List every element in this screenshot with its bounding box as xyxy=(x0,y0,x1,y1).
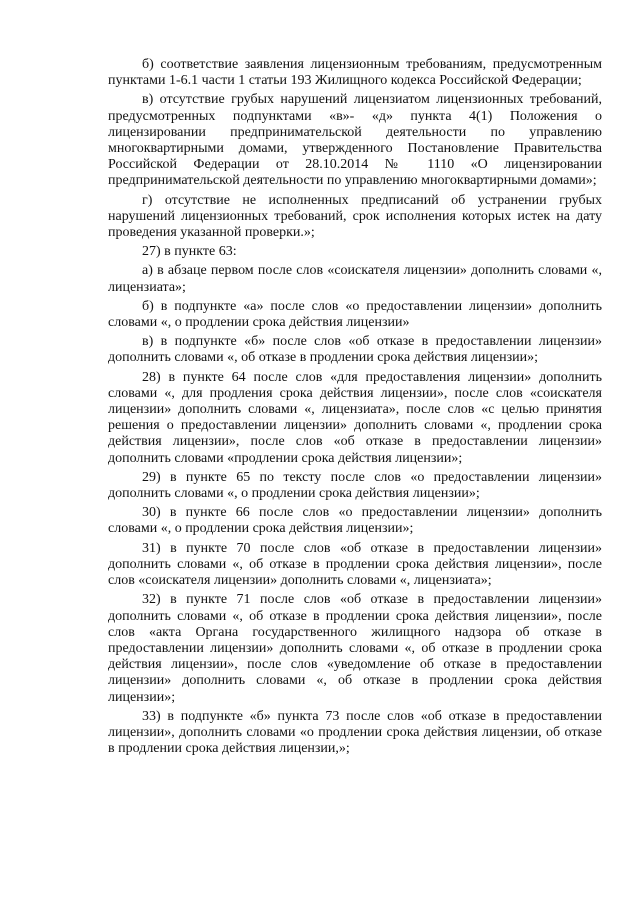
paragraph-28: 28) в пункте 64 после слов «для предоставления лицензии» дополнить словами «, для продления срока действия лицензии», после слов «соискателя лицензии» дополнить словами «, лицензиата», после слов «с целью принятия решения о предоставлении лицензии» дополнить словами «, продлении срока действия лицензии», после слов «об отказе в предоставлении лицензии» дополнить словами «продлении срока действия лицензии»; xyxy=(108,369,602,466)
paragraph-b-compliance: б) соответствие заявления лицензионным требованиям, предусмотренным пунктами 1-6.1 части 1 статьи 193 Жилищного кодекса Российской Федерации; xyxy=(108,57,602,89)
paragraph-27-header: 27) в пункте 63: xyxy=(142,244,237,260)
paragraph-27-v: в) в подпункте «б» после слов «об отказе в предоставлении лицензии» дополнить словами «, об отказе в продлении срока действия лицензии»; xyxy=(108,334,602,366)
paragraph-27-a: а) в абзаце первом после слов «соискателя лицензии» дополнить словами «, лицензиата»; xyxy=(108,263,602,295)
paragraph-30: 30) в пункте 66 после слов «о предоставлении лицензии» дополнить словами «, о продлении срока действия лицензии»; xyxy=(108,505,602,537)
paragraph-32: 32) в пункте 71 после слов «об отказе в предоставлении лицензии» дополнить словами «, об отказе в продлении срока действия лицензии», после слов «акта Органа государственного жилищного надзора об отказе в предоставлении лицензии» дополнить словами «, об отказе в продлении срока действия лицензии», после слов «уведомление об отказе в предоставлении лицензии» дополнить словами «, об отказе в продлении срока действия лицензии»; xyxy=(108,592,602,705)
paragraph-g-orders: г) отсутствие не исполненных предписаний об устранении грубых нарушений лицензионных требований, срок исполнения которых истек на дату проведения указанной проверки.»; xyxy=(108,192,602,241)
paragraph-27-b: б) в подпункте «а» после слов «о предоставлении лицензии» дополнить словами «, о продлении срока действия лицензии» xyxy=(108,298,602,331)
paragraph-31: 31) в пункте 70 после слов «об отказе в предоставлении лицензии» дополнить словами «, об отказе в продлении срока действия лицензии», после слов «соискателя лицензии» дополнить словами «, лицензиата»; xyxy=(108,540,602,589)
paragraph-33: 33) в подпункте «б» пункта 73 после слов «об отказе в предоставлении лицензии», дополнить словами «о продлении срока действия лицензии, об отказе в продлении срока действия лицензии,»; xyxy=(108,708,602,757)
paragraph-v-violations: в) отсутствие грубых нарушений лицензиатом лицензионных требований, предусмотренных подпунктами «в»- «д» пункта 4(1) Положения о лицензировании предпринимательской деятельности по управлению многоквартирными домами, утвержденного Постановление Правительства Российской Федерации от 28.10.2014 № 1110 «О лицензировании предпринимательской деятельности по управлению многоквартирными домами»; xyxy=(108,92,602,189)
paragraph-29: 29) в пункте 65 по тексту после слов «о предоставлении лицензии» дополнить словами «, о продлении срока действия лицензии»; xyxy=(108,469,602,502)
